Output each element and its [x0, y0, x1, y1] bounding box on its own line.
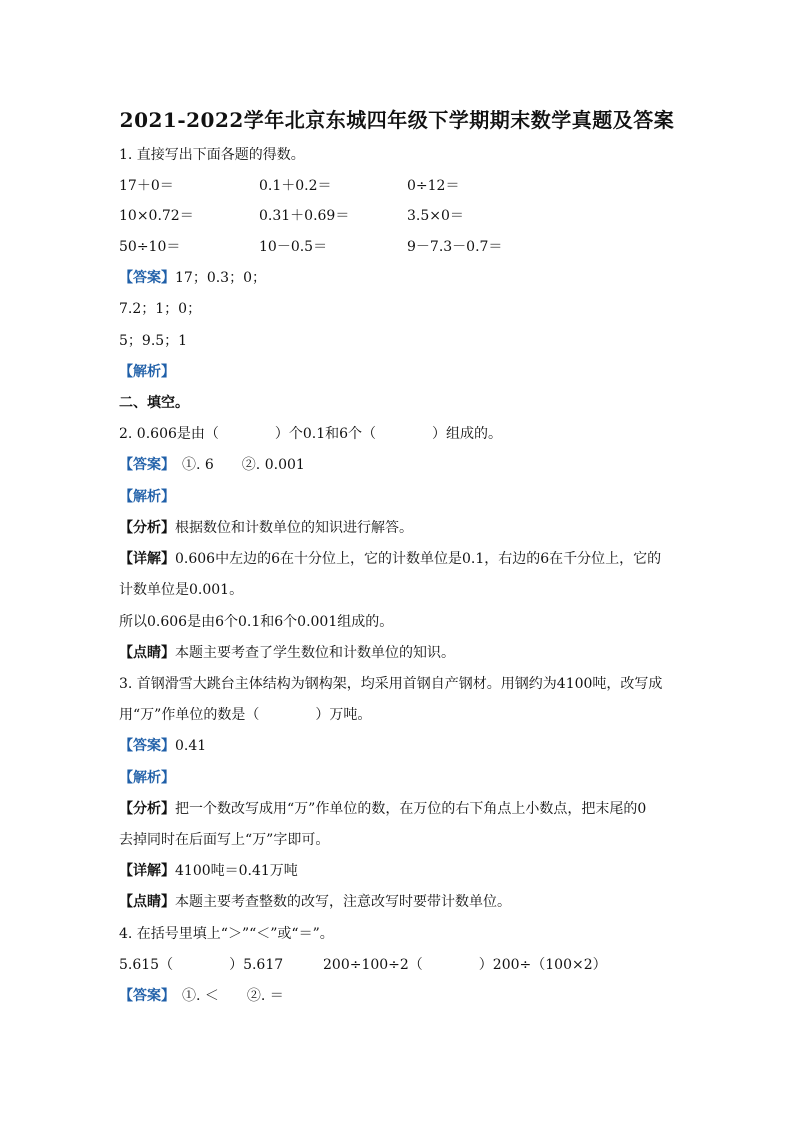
q2-xiangjie-line: [119, 549, 661, 569]
q4-answer-line: [119, 986, 284, 1006]
q1-answer-line: [119, 268, 266, 288]
q3-fenxi-line: [119, 799, 646, 819]
fenxi-tag: 【分析】: [119, 801, 175, 817]
q4-answer-text: ①. ＜ ②. ＝: [168, 988, 284, 1004]
q3-answer-text: 0.41: [175, 738, 207, 754]
q1-cell: 10－0.5＝: [259, 239, 328, 255]
document-title: 2021-2022学年北京东城四年级下学期期末数学真题及答案: [119, 108, 675, 132]
q1-cell: 3.5×0＝: [407, 208, 464, 224]
dianjing-tag: 【点睛】: [119, 894, 175, 910]
xiangjie-tag: 【详解】: [119, 863, 175, 879]
q2-xiangjie-line-3: 所以0.606是由6个0.1和6个0.001组成的。: [119, 614, 394, 630]
q1-analysis-tag: 【解析】: [119, 364, 175, 380]
answer-tag: 【答案】: [119, 270, 175, 286]
q3-dianjing-line: [119, 892, 511, 912]
q2-analysis-tag: 【解析】: [119, 489, 175, 505]
q2-answer-text: ①. 6 ②. 0.001: [168, 457, 305, 473]
q1-answer-line-2: 7.2；1；0；: [119, 301, 202, 317]
dianjing-tag: 【点睛】: [119, 645, 175, 661]
q1-cell: 9－7.3－0.7＝: [407, 239, 503, 255]
answer-tag: 【答案】: [119, 738, 175, 754]
q1-answer-line-3: 5；9.5；1: [119, 333, 188, 349]
q2-dianjing-text: 本题主要考查了学生数位和计数单位的知识。: [175, 645, 455, 661]
q3-xiangjie-text: 4100吨＝0.41万吨: [175, 863, 298, 879]
q2-fenxi-text: 根据数位和计数单位的知识进行解答。: [175, 520, 413, 536]
q3-analysis-tag: 【解析】: [119, 770, 175, 786]
q4-item: 200÷100÷2（ ）200÷（100×2）: [323, 957, 607, 973]
answer-tag: 【答案】: [119, 457, 168, 473]
q1-cell: 50÷10＝: [119, 239, 181, 255]
q3-prompt-2: 用“万”作单位的数是（ ）万吨。: [119, 707, 372, 723]
q2-fenxi-line: [119, 518, 413, 538]
q1-prompt: 1. 直接写出下面各题的得数。: [119, 147, 305, 163]
q1-cell: 0÷12＝: [407, 178, 460, 194]
q2-answer-line: [119, 455, 305, 475]
q2-xiangjie-line-2: 计数单位是0.001。: [119, 582, 244, 598]
q2-xiangjie-text: 0.606中左边的6在十分位上，它的计数单位是0.1，右边的6在千分位上，它的: [175, 551, 662, 567]
answer-tag: 【答案】: [119, 988, 168, 1004]
q4-item: 5.615（ ）5.617: [119, 957, 284, 973]
q3-xiangjie-line: [119, 861, 298, 881]
q1-answer-text: 17；0.3；0；: [175, 270, 266, 286]
q1-cell: 0.31＋0.69＝: [259, 208, 350, 224]
q1-cell: 10×0.72＝: [119, 208, 194, 224]
q3-prompt: 3. 首钢滑雪大跳台主体结构为钢构架，均采用首钢自产钢材。用钢约为4100吨，改写成: [119, 676, 663, 692]
q1-cell: 0.1＋0.2＝: [259, 178, 332, 194]
fenxi-tag: 【分析】: [119, 520, 175, 536]
q3-fenxi-text: 把一个数改写成用“万”作单位的数，在万位的右下角点上小数点，把末尾的0: [175, 801, 647, 817]
xiangjie-tag: 【详解】: [119, 551, 175, 567]
q3-fenxi-line-2: 去掉同时在后面写上“万”字即可。: [119, 832, 330, 848]
q2-prompt: 2. 0.606是由（ ）个0.1和6个（ ）组成的。: [119, 426, 503, 442]
q1-cell: 17＋0＝: [119, 178, 174, 194]
q3-answer-line: [119, 736, 206, 756]
q2-dianjing-line: [119, 643, 455, 663]
q3-dianjing-text: 本题主要考查整数的改写，注意改写时要带计数单位。: [175, 894, 511, 910]
q4-prompt: 4. 在括号里填上“＞”“＜”或“＝”。: [119, 926, 334, 942]
section-heading: 二、填空。: [119, 395, 189, 411]
